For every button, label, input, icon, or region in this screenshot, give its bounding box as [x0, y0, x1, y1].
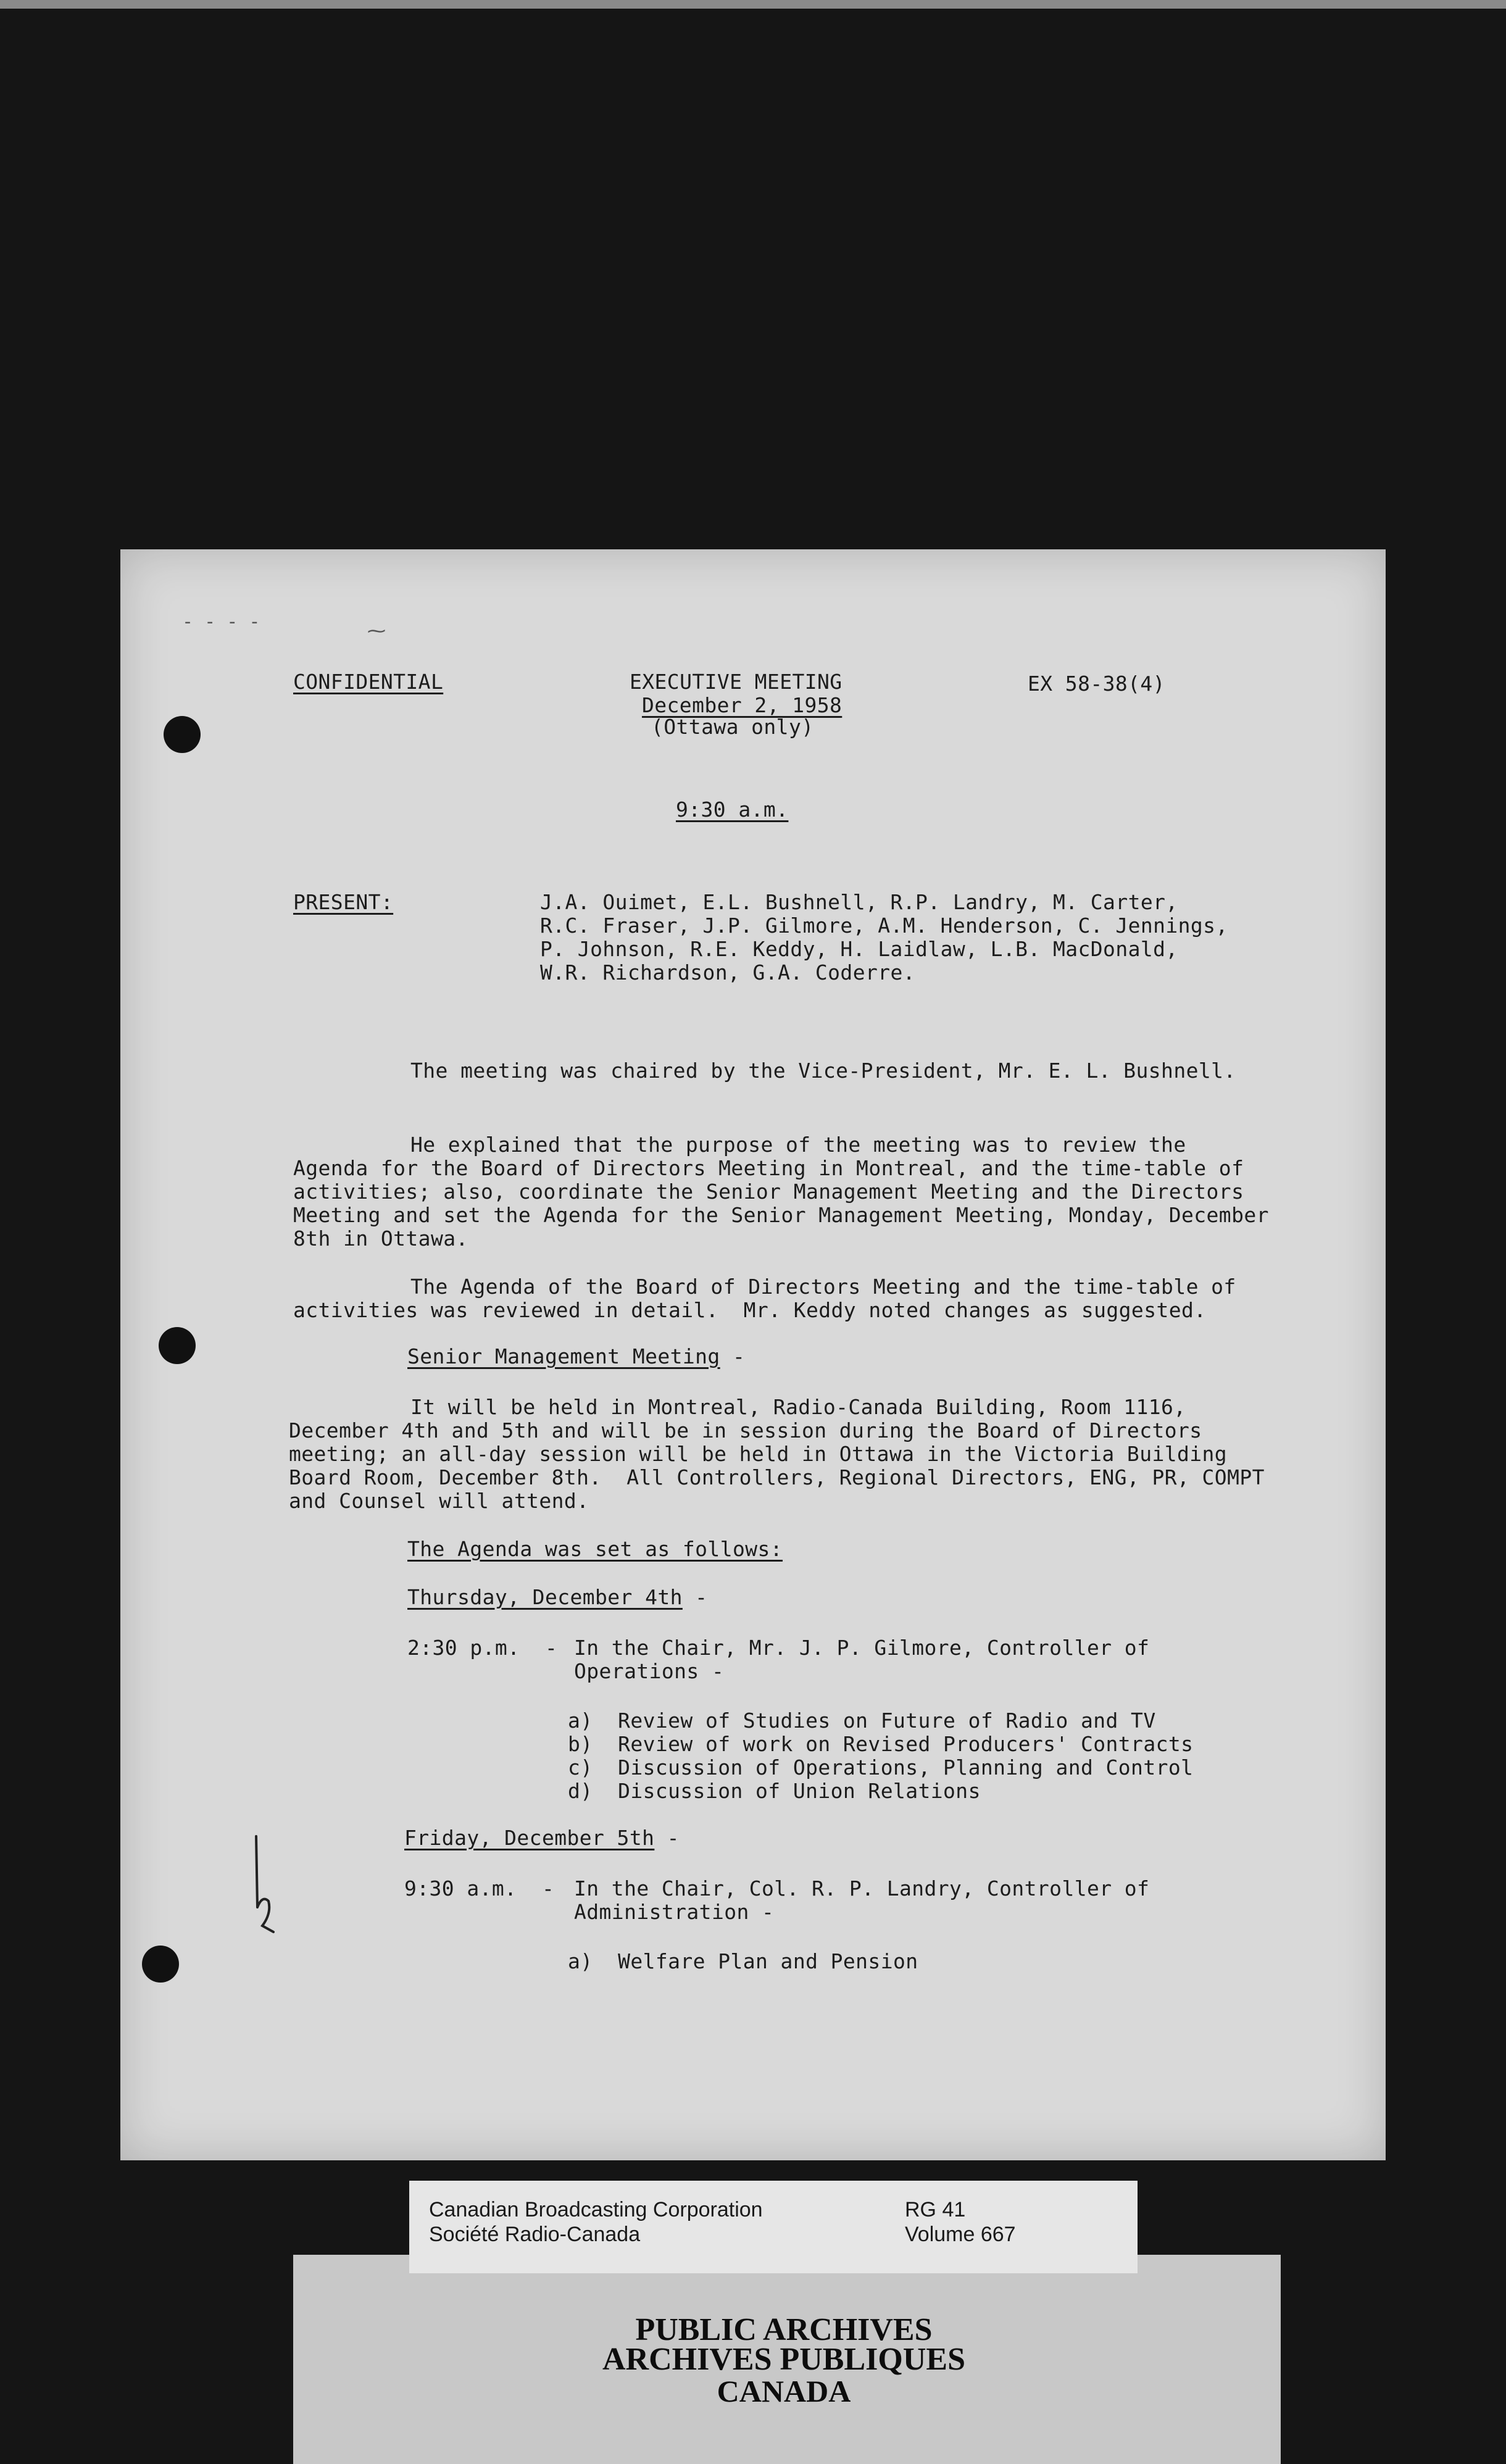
heading-dash: -	[720, 1344, 746, 1368]
paragraph-line: December 4th and 5th and will be in session during the Board of Directors	[289, 1418, 1202, 1442]
confidential-label: CONFIDENTIAL	[293, 670, 444, 694]
paragraph-line: Agenda for the Board of Directors Meeting in Montreal, and the time-table of	[293, 1156, 1244, 1180]
paragraph-line: Meeting and set the Agenda for the Senior Management Meeting, Monday, December	[293, 1203, 1269, 1227]
friday-heading: Friday, December 5th	[404, 1826, 655, 1850]
archive-stamp-line-2: ARCHIVES PUBLIQUES	[602, 2342, 966, 2377]
session-chair-line: In the Chair, Col. R. P. Landry, Controller of	[574, 1876, 1150, 1900]
paragraph-line: 8th in Ottawa.	[293, 1226, 468, 1251]
agenda-item: a) Welfare Plan and Pension	[568, 1949, 918, 1973]
meeting-date: December 2, 1958	[642, 693, 842, 717]
film-edge	[0, 0, 1506, 9]
day-heading	[407, 1585, 707, 1609]
archive-stamp-line-3: CANADA	[717, 2374, 851, 2408]
organization-english: Canadian Broadcasting Corporation	[429, 2198, 763, 2221]
paragraph-line: Board Room, December 8th. All Controllers, Regional Directors, ENG, PR, COMPT	[289, 1465, 1265, 1489]
punch-hole-middle	[159, 1327, 196, 1364]
thursday-heading: Thursday, December 4th	[407, 1585, 683, 1609]
chair-statement: The meeting was chaired by the Vice-President, Mr. E. L. Bushnell.	[410, 1059, 1236, 1083]
paragraph-line: activities was reviewed in detail. Mr. Keddy noted changes as suggested.	[293, 1298, 1207, 1322]
present-label: PRESENT:	[293, 890, 394, 914]
meeting-time: 9:30 a.m.	[676, 797, 789, 822]
attendee-line: W.R. Richardson, G.A. Coderre.	[540, 960, 916, 984]
attendee-line: J.A. Ouimet, E.L. Bushnell, R.P. Landry, M. Carter,	[540, 890, 1178, 914]
stray-mark: ⁓	[367, 620, 386, 642]
punch-hole-top	[164, 716, 201, 753]
stray-mark: ‐ ‐ ‐ ‐	[182, 611, 260, 633]
agenda-item: d) Discussion of Union Relations	[568, 1779, 981, 1803]
attendee-line: R.C. Fraser, J.P. Gilmore, A.M. Henderson, C. Jennings,	[540, 914, 1228, 938]
paragraph-line: activities; also, coordinate the Senior Management Meeting and the Directors	[293, 1180, 1244, 1204]
archive-label-card	[409, 2181, 1138, 2273]
session-chair-line: Administration -	[574, 1900, 775, 1924]
archive-stamp-line-1: PUBLIC ARCHIVES	[635, 2312, 933, 2347]
session-chair-line: In the Chair, Mr. J. P. Gilmore, Controller of	[574, 1636, 1150, 1660]
organization-french: Société Radio-Canada	[429, 2223, 641, 2246]
heading-dash: -	[682, 1585, 708, 1609]
agenda-item: c) Discussion of Operations, Planning and Control	[568, 1755, 1194, 1779]
handwritten-mark	[244, 1833, 281, 1938]
agenda-item: b) Review of work on Revised Producers' Contracts	[568, 1732, 1194, 1756]
record-group: RG 41	[905, 2198, 966, 2221]
session-chair-line: Operations -	[574, 1659, 725, 1683]
meeting-title: EXECUTIVE MEETING	[630, 670, 842, 694]
paragraph-line: He explained that the purpose of the meeting was to review the	[410, 1133, 1186, 1157]
session-time: 9:30 a.m. -	[404, 1876, 555, 1900]
day-heading	[404, 1826, 680, 1850]
paragraph-line: The Agenda of the Board of Directors Meeting and the time-table of	[410, 1275, 1236, 1299]
heading-dash: -	[654, 1826, 680, 1850]
section-heading	[407, 1344, 745, 1368]
paragraph-line: and Counsel will attend.	[289, 1489, 589, 1513]
paragraph-line: It will be held in Montreal, Radio-Canada Building, Room 1116,	[410, 1395, 1186, 1419]
location-note: (Ottawa only)	[651, 715, 814, 739]
reference-number: EX 58-38(4)	[1028, 672, 1165, 696]
punch-hole-bottom	[142, 1946, 179, 1983]
senior-management-heading: Senior Management Meeting	[407, 1344, 720, 1368]
volume-number: Volume 667	[905, 2223, 1016, 2246]
attendee-line: P. Johnson, R.E. Keddy, H. Laidlaw, L.B. MacDonald,	[540, 937, 1178, 961]
document-page	[120, 549, 1386, 2160]
agenda-item: a) Review of Studies on Future of Radio and TV	[568, 1709, 1156, 1733]
agenda-heading: The Agenda was set as follows:	[407, 1537, 783, 1561]
session-time: 2:30 p.m. -	[407, 1636, 558, 1660]
paragraph-line: meeting; an all-day session will be held in Ottawa in the Victoria Building	[289, 1442, 1228, 1466]
